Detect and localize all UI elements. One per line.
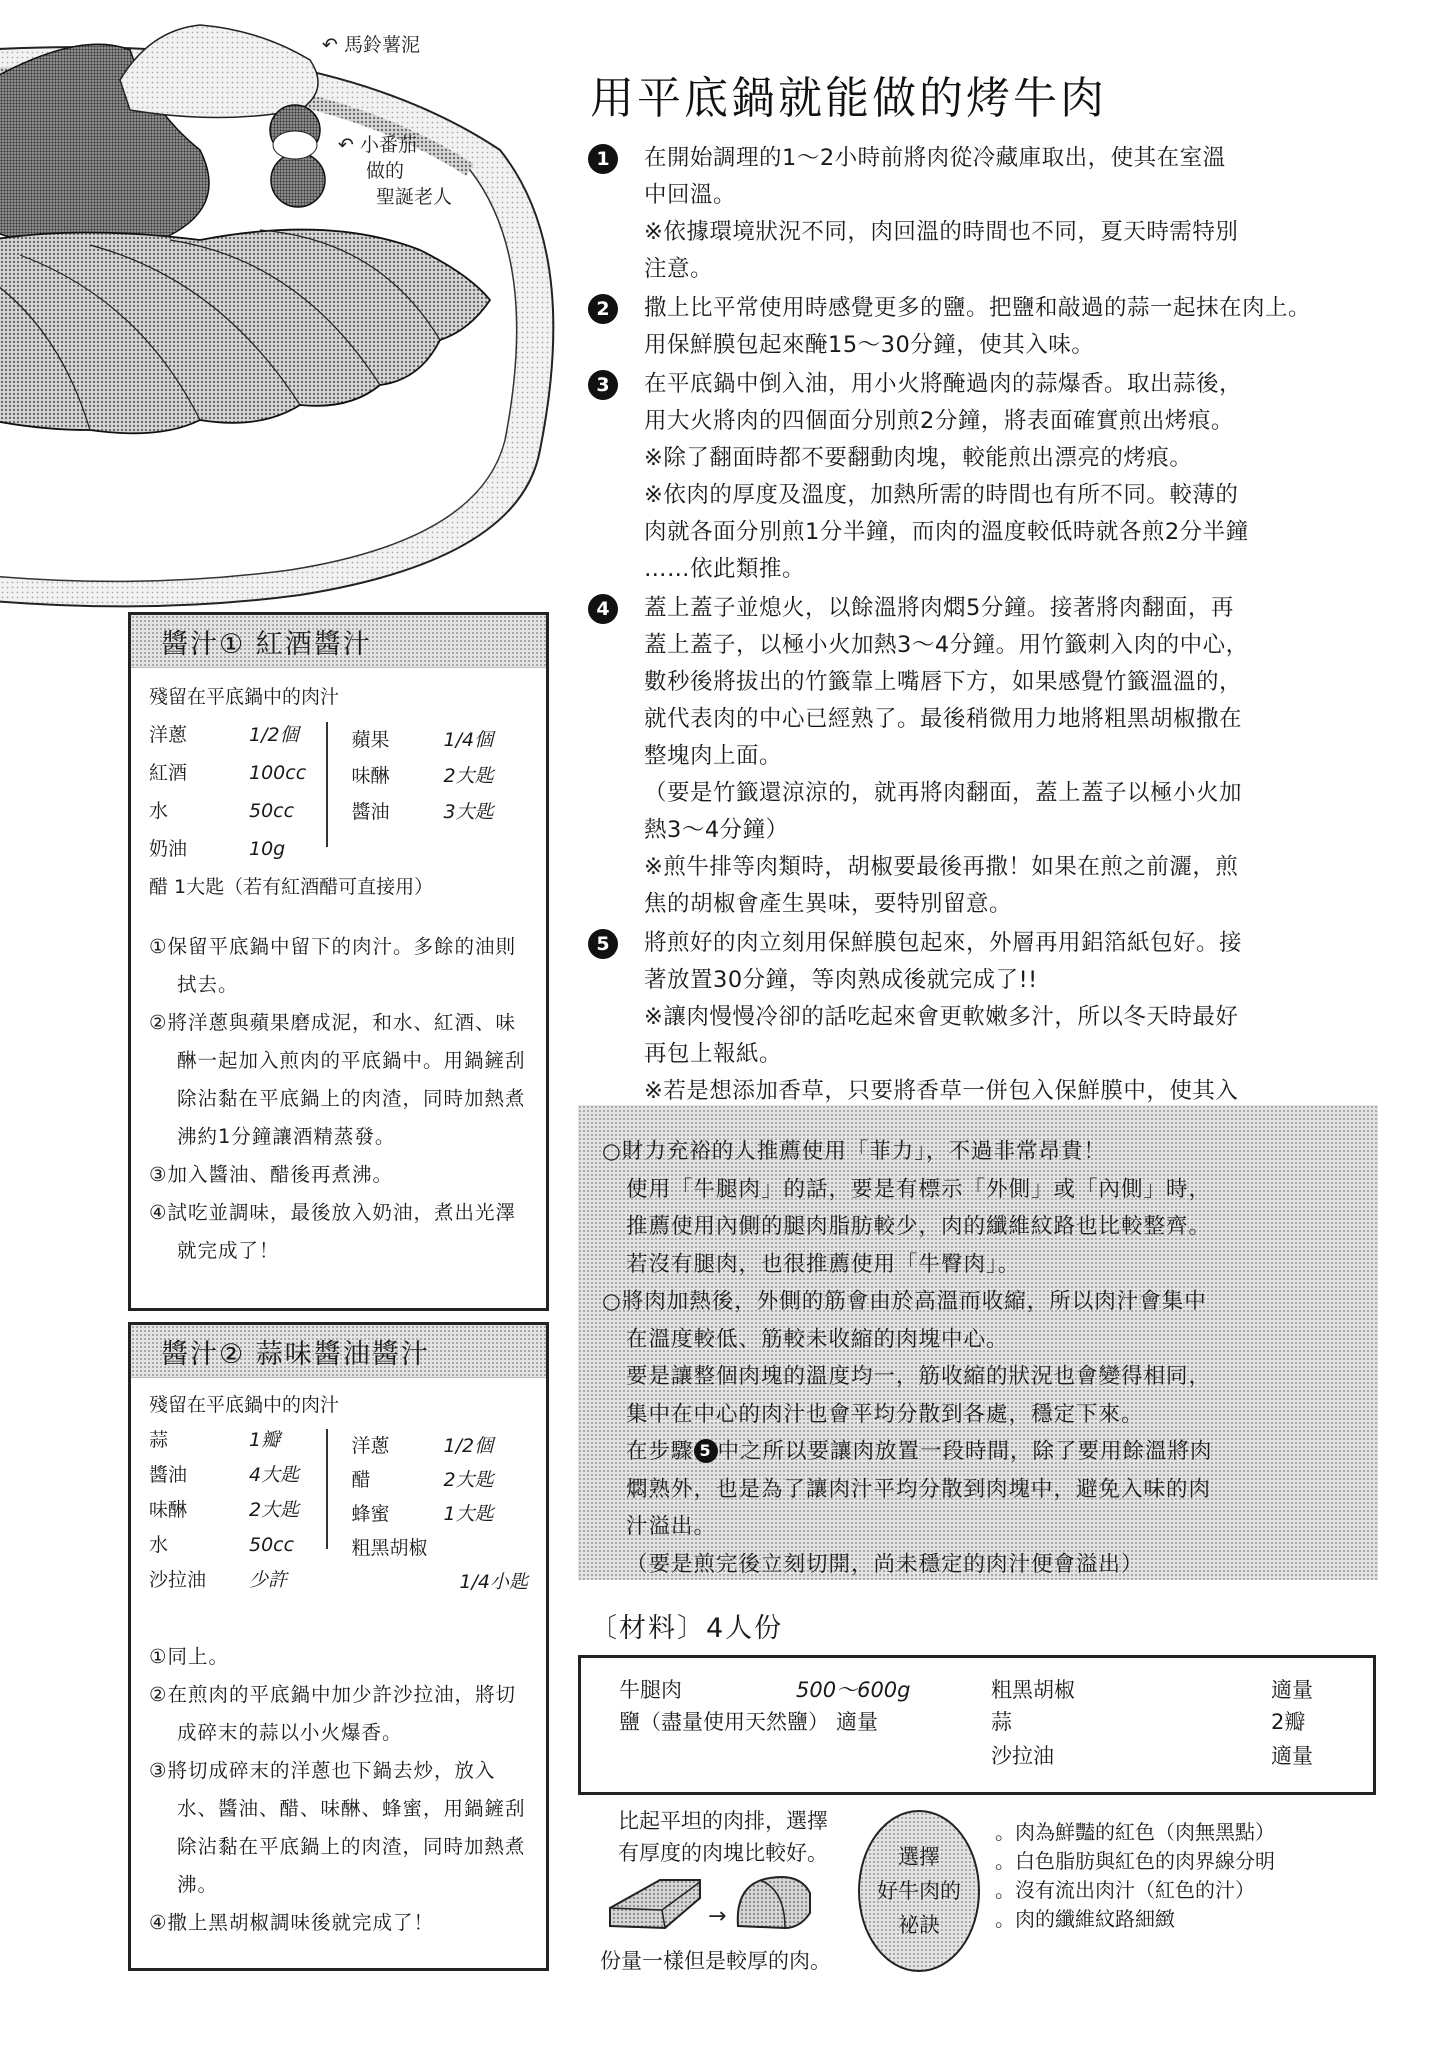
sauce-2-title: 醬汁② 蒜味醬油醬汁 [131, 1325, 546, 1378]
step-1: 1 在開始調理的1～2小時前將肉從冷藏庫取出，使其在室溫 中回溫。 ※依據環境狀況不同，肉回溫的時間也不同，夏天時需特別 注意。 [588, 140, 1328, 288]
tips-box: ○財力充裕的人推薦使用「菲力」，不過非常昂貴！ 使用「牛腿肉」的話，要是有標示「外側」或「內側」時， 推薦使用內側的腿肉脂肪較少，肉的纖維紋路也比較整齊。 若沒有腿肉，也很推薦使用「牛臀肉」。 ○將肉加熱後，外側的筋會由於高溫而收縮，所以肉汁會集中 在溫度較低、筋較未收縮的肉塊中心。 要是讓整個肉塊的溫度均一，筋收縮的狀況也會變得相同， 集中在中心的肉汁也會平均分散到各處，穩定下來。 在步驟 5 中之所以要讓肉放置一段時間，除了要用餘溫將肉 燜熟外，也是為了讓肉汁平均分散到肉塊中，避免入味的肉 汁溢出。 （要是煎完後立刻切開，尚未穩定的肉汁便會溢出） [578, 1105, 1378, 1580]
ingredient-row: 醬油 4大匙 [149, 1464, 300, 1486]
step-number-badge: 2 [588, 294, 618, 324]
ingredient-item: 鹽（盡量使用天然鹽） [619, 1710, 829, 1734]
ingredients-box: 牛腿肉 500～600g 鹽（盡量使用天然鹽） 適量 粗黑胡椒 適量 蒜 2瓣 沙拉油 適量 [578, 1655, 1376, 1795]
ingredient-row: 奶油 10g [149, 838, 286, 860]
sauce-2-steps: ①同上。 ②在煎肉的平底鍋中加少許沙拉油，將切成碎末的蒜以小火爆香。 ③將切成碎末的洋蔥也下鍋去炒，放入水、醬油、醋、味醂、蜂蜜，用鍋鏟刮除沾黏在平底鍋上的肉渣，同時加熱煮沸。 ④撒上黑胡椒調味後就完成了！ [149, 1645, 526, 1934]
ingredient-row: 1/4小匙 [459, 1571, 528, 1593]
step-number-badge: 5 [588, 929, 618, 959]
sauce-2-base: 殘留在平底鍋中的肉汁 [149, 1394, 340, 1416]
sauce-1-steps: ①保留平底鍋中留下的肉汁。多餘的油則拭去。 ②將洋蔥與蘋果磨成泥，和水、紅酒、味醂一起加入煎肉的平底鍋中。用鍋鏟刮除沾黏在平底鍋上的肉渣，同時加熱煮沸約1分鐘讓酒精蒸發。 ③加入醬油、醋後再煮沸。 ④試吃並調味，最後放入奶油，煮出光澤就完成了！ [149, 935, 526, 1262]
ingredient-row: 醬油 3大匙 [351, 801, 494, 823]
ingredient-item: 粗黑胡椒 [991, 1678, 1075, 1702]
ingredient-item: 牛腿肉 [619, 1678, 682, 1702]
ingredient-row: 洋蔥 1/2個 [351, 1435, 494, 1457]
ingredient-row: 蒜 1瓣 [149, 1429, 281, 1451]
curved-arrow-icon: ↶ [338, 134, 354, 156]
roast-beef-illustration [0, 0, 560, 620]
sauce-1-extra: 醋 1大匙（若有紅酒醋可直接用） [149, 876, 434, 898]
page-title: 用平底鍋就能做的烤牛肉 [590, 73, 1107, 124]
step-number-badge: 3 [588, 370, 618, 400]
ingredient-row: 紅酒 100cc [149, 762, 307, 784]
ingredient-row: 洋蔥 1/2個 [149, 724, 299, 746]
step-number-badge: 4 [588, 594, 618, 624]
step-3: 3 在平底鍋中倒入油，用小火將醃過肉的蒜爆香。取出蒜後， 用大火將肉的四個面分別煎2分鐘，將表面確實煎出烤痕。 ※除了翻面時都不要翻動肉塊，較能煎出漂亮的烤痕。 ※依肉的厚度及溫度，加熱所需的時間也有所不同。較薄的 肉就各面分別煎1分半鐘，而肉的溫度較低時就各煎2分半鐘 ……依此類推。 [588, 366, 1328, 588]
meat-comparison-icon [600, 1868, 840, 1948]
step-2: 2 撒上比平常使用時感覺更多的鹽。把鹽和敲過的蒜一起抹在肉上。 用保鮮膜包起來醃15～30分鐘，使其入味。 [588, 290, 1328, 364]
sauce-1-base: 殘留在平底鍋中的肉汁 [149, 686, 340, 708]
curved-arrow-icon: ↶ [322, 34, 338, 56]
beef-selection-points: 。肉為鮮豔的紅色（肉無黑點） 。白色脂肪與紅色的肉界線分明 。沒有流出肉汁（紅色的汁） 。肉的纖維紋路細緻 [995, 1820, 1275, 1931]
ingredient-row: 水 50cc [149, 1534, 295, 1556]
good-beef-secret-oval: 選擇 好牛肉的 祕訣 [858, 1810, 980, 1972]
step-5-badge: 5 [694, 1439, 718, 1463]
sauce-1-box [128, 612, 549, 1311]
step-reference-line: 在步驟 5 中之所以要讓肉放置一段時間，除了要用餘溫將肉 [626, 1439, 1213, 1464]
ingredients-title: 〔材料〕4人份 [590, 1613, 784, 1644]
ingredient-item: 蒜 [991, 1710, 1012, 1734]
meat-caption: 份量一樣但是較厚的肉。 [600, 1949, 831, 1973]
ingredient-row: 味醂 2大匙 [351, 765, 494, 787]
sauce-1-title: 醬汁① 紅酒醬汁 [131, 615, 546, 668]
ingredient-row: 粗黑胡椒 [351, 1537, 428, 1559]
ingredient-row: 沙拉油 少許 [149, 1569, 288, 1591]
ingredient-row: 味醂 2大匙 [149, 1499, 300, 1521]
annotation-mashed-potato: ↶ 馬鈴薯泥 [322, 34, 420, 56]
thickness-note: 比起平坦的肉排，選擇 有厚度的肉塊比較好。 [618, 1809, 828, 1865]
recipe-steps [588, 140, 1328, 1149]
sauce-2-box [128, 1322, 549, 1971]
ingredient-row: 醋 2大匙 [351, 1469, 494, 1491]
step-5: 5 將煎好的肉立刻用保鮮膜包起來，外層再用鋁箔紙包好。接 著放置30分鐘，等肉熟成後就完成了!! ※讓肉慢慢冷卻的話吃起來會更軟嫩多汁，所以冬天時最好 再包上報紙。 ※若是想添加香草，只要將香草一併包入保鮮膜中，使其入 [588, 925, 1328, 1147]
ingredient-row: 蘋果 1/4個 [351, 729, 494, 751]
ingredient-row: 水 50cc [149, 800, 295, 822]
step-4: 4 蓋上蓋子並熄火，以餘溫將肉燜5分鐘。接著將肉翻面，再 蓋上蓋子，以極小火加熱3～4分鐘。用竹籤刺入肉的中心， 數秒後將拔出的竹籤靠上嘴唇下方，如果感覺竹籤溫溫的， 就代表肉的中心已經熟了。最後稍微用力地將粗黑胡椒撒在 整塊肉上面。 （要是竹籤還涼涼的，就再將肉翻面，蓋上蓋子以極小火加 熱3～4分鐘） ※煎牛排等肉類時，胡椒要最後再撒！如果在煎之前灑，煎 焦的胡椒會產生異味，要特別留意。 [588, 590, 1328, 923]
annotation-tomato-santa: ↶ 小番茄 做的 聖誕老人 [338, 134, 453, 208]
ingredient-row: 蜂蜜 1大匙 [351, 1503, 494, 1525]
plate-illustration-icon [0, 0, 560, 620]
ingredient-item: 沙拉油 [991, 1744, 1054, 1768]
svg-text:→: → [708, 1904, 727, 1929]
step-number-badge: 1 [588, 144, 618, 174]
